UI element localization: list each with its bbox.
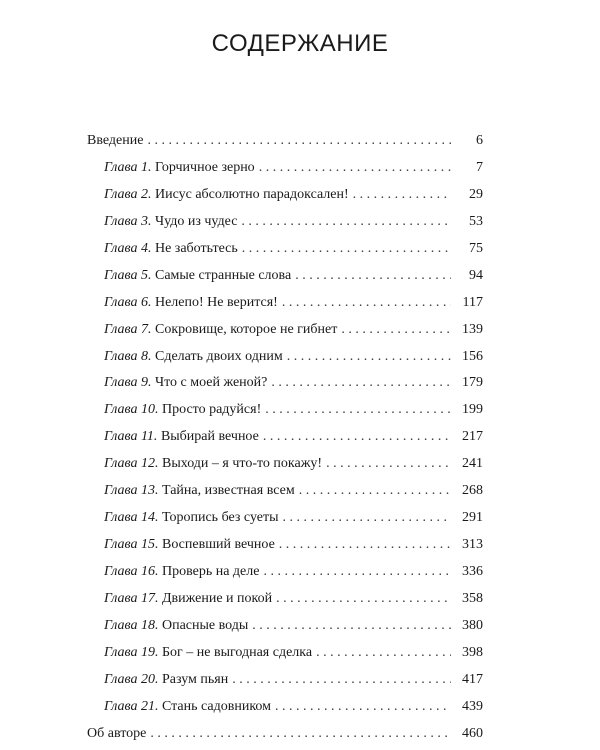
toc-entry-text: Чудо из чудес	[151, 213, 238, 229]
toc-entry-title	[104, 532, 275, 559]
dot-leader	[232, 667, 451, 694]
page-number: 94	[469, 267, 483, 283]
toc-entry-text: Не заботьтесь	[151, 240, 238, 256]
toc-entry-title	[104, 290, 278, 317]
toc-entry-title	[104, 263, 291, 290]
page-number: 6	[476, 133, 483, 148]
toc-entry-title	[104, 397, 261, 424]
toc-entry-title	[104, 182, 349, 209]
page-number: 439	[462, 698, 483, 714]
page-number: 268	[462, 483, 483, 499]
toc-entry-title	[104, 451, 322, 478]
toc-entry	[87, 370, 483, 397]
toc-entry	[87, 155, 483, 182]
dot-leader	[242, 236, 451, 263]
dot-leader	[287, 344, 451, 371]
toc-entry-text: Нелепо! Не верится!	[151, 294, 278, 310]
toc-entry-text: Стань садовником	[158, 698, 272, 714]
chapter-number: Глава 8.	[104, 348, 152, 364]
chapter-number: Глава 20.	[104, 671, 159, 687]
page-number: 417	[462, 671, 483, 687]
toc-entry-title	[104, 694, 271, 721]
toc-entry-title	[104, 586, 272, 613]
chapter-number: Глава 21.	[104, 698, 159, 714]
chapter-number: Глава 11.	[104, 429, 158, 445]
dot-leader	[316, 640, 451, 667]
toc-entry	[87, 397, 483, 424]
toc-entry-title	[104, 344, 283, 371]
chapter-number: Глава 15.	[104, 537, 159, 553]
page-number: 53	[469, 213, 483, 229]
toc-entry	[87, 424, 483, 451]
toc-entry-text: Движение и покой	[158, 590, 273, 606]
toc-entry	[87, 317, 483, 344]
chapter-number: Глава 9.	[104, 375, 152, 391]
toc-entry-text: Опасные воды	[158, 617, 249, 633]
toc-entry-title	[87, 721, 146, 748]
chapter-number: Глава 12.	[104, 456, 159, 472]
page-number: 398	[462, 644, 483, 660]
toc-entry-title	[87, 128, 143, 155]
dot-leader	[279, 532, 451, 559]
toc-entry-text: Просто радуйся!	[158, 402, 262, 418]
toc-entry-title	[104, 478, 295, 505]
toc-entry	[87, 640, 483, 667]
toc-entry-title	[104, 667, 228, 694]
dot-leader	[282, 290, 451, 317]
toc-entry-title	[104, 424, 259, 451]
toc-entry-text: Проверь на деле	[158, 564, 260, 579]
toc-entry-title	[104, 209, 237, 236]
dot-leader	[353, 182, 451, 209]
page-number: 380	[462, 617, 483, 633]
chapter-number: Глава 10.	[104, 402, 159, 418]
chapter-number: Глава 18.	[104, 617, 159, 633]
page-number: 117	[462, 294, 483, 310]
toc-entry-text: Сделать двоих одним	[151, 348, 283, 364]
toc-entry-text: Введение	[87, 133, 144, 148]
dot-leader	[147, 128, 451, 155]
dot-leader	[150, 721, 451, 748]
chapter-number: Глава 16.	[104, 564, 159, 579]
toc-entry	[87, 505, 483, 532]
page-number: 313	[462, 537, 483, 553]
toc-entry-title	[104, 559, 259, 586]
toc-entry-text: Об авторе	[87, 725, 147, 741]
toc-entry-title	[104, 317, 337, 344]
toc-entry	[87, 559, 483, 586]
page-number: 199	[462, 402, 483, 418]
dot-leader	[263, 424, 451, 451]
dot-leader	[259, 155, 451, 182]
toc-entry	[87, 613, 483, 640]
toc-entry	[87, 344, 483, 371]
page-number: 460	[462, 725, 483, 741]
toc-entry-title	[104, 236, 238, 263]
toc-entry-text: Самые странные слова	[151, 267, 292, 283]
chapter-number: Глава 3.	[104, 213, 152, 229]
toc-entry	[87, 263, 483, 290]
page-number: 241	[462, 456, 483, 472]
page-number: 156	[462, 348, 483, 364]
toc-entry-text: Горчичное зерно	[151, 159, 255, 175]
toc-entry-text: Сокровище, которое не гибнет	[151, 321, 338, 337]
toc-entry-text: Воспевший вечное	[158, 537, 275, 553]
toc-entry-text: Разум пьян	[158, 671, 229, 687]
toc-entry-text: Выходи – я что-то покажу!	[158, 456, 323, 472]
toc-entry	[87, 721, 483, 748]
chapter-number: Глава 17.	[104, 590, 159, 606]
toc-entry	[87, 290, 483, 317]
toc-entry-text: Что с моей женой?	[151, 375, 268, 391]
dot-leader	[276, 586, 451, 613]
chapter-number: Глава 5.	[104, 267, 152, 283]
dot-leader	[295, 263, 451, 290]
toc-entry	[87, 586, 483, 613]
chapter-number: Глава 13.	[104, 483, 159, 499]
dot-leader	[241, 209, 451, 236]
page-number: 75	[469, 240, 483, 256]
dot-leader	[275, 694, 451, 721]
dot-leader	[283, 505, 451, 532]
toc-entry	[87, 128, 483, 155]
toc-entry	[87, 478, 483, 505]
dot-leader	[265, 397, 451, 424]
page-number: 291	[462, 510, 483, 526]
toc-entry-title	[104, 370, 267, 397]
dot-leader	[341, 317, 451, 344]
chapter-number: Глава 6.	[104, 294, 152, 310]
toc-entry-text: Бог – не выгодная сделка	[158, 644, 313, 660]
toc-entry	[87, 236, 483, 263]
toc-entry-title	[104, 505, 279, 532]
page-number: 336	[462, 564, 483, 579]
dot-leader	[271, 370, 451, 397]
toc-entry	[87, 667, 483, 694]
chapter-number: Глава 2.	[104, 186, 152, 202]
page-title: СОДЕРЖАНИЕ	[211, 30, 389, 57]
dot-leader	[299, 478, 451, 505]
page-number: 217	[462, 429, 483, 445]
page-number: 139	[462, 321, 483, 337]
dot-leader	[326, 451, 451, 478]
page-number: 29	[469, 186, 483, 202]
toc-entry-text: Тайна, известная всем	[158, 483, 295, 499]
toc-entry	[87, 209, 483, 236]
page-number: 358	[462, 590, 483, 606]
toc-entry-title	[104, 155, 255, 182]
chapter-number: Глава 7.	[104, 321, 152, 337]
dot-leader	[252, 613, 451, 640]
chapter-number: Глава 19.	[104, 644, 159, 660]
chapter-number: Глава 4.	[104, 240, 152, 256]
chapter-number: Глава 14.	[104, 510, 159, 526]
toc-entry-title	[104, 613, 248, 640]
toc-entry-title	[104, 640, 312, 667]
page-number: 7	[476, 159, 483, 175]
dot-leader	[263, 559, 451, 586]
table-of-contents	[87, 128, 483, 748]
toc-entry-text: Выбирай вечное	[157, 429, 259, 445]
toc-entry	[87, 694, 483, 721]
toc-entry-text: Торопись без суеты	[158, 510, 279, 526]
toc-entry-text: Иисус абсолютно парадоксален!	[151, 186, 349, 202]
page-number: 179	[462, 375, 483, 391]
toc-entry	[87, 451, 483, 478]
toc-entry	[87, 182, 483, 209]
toc-entry	[87, 532, 483, 559]
chapter-number: Глава 1.	[104, 159, 152, 175]
